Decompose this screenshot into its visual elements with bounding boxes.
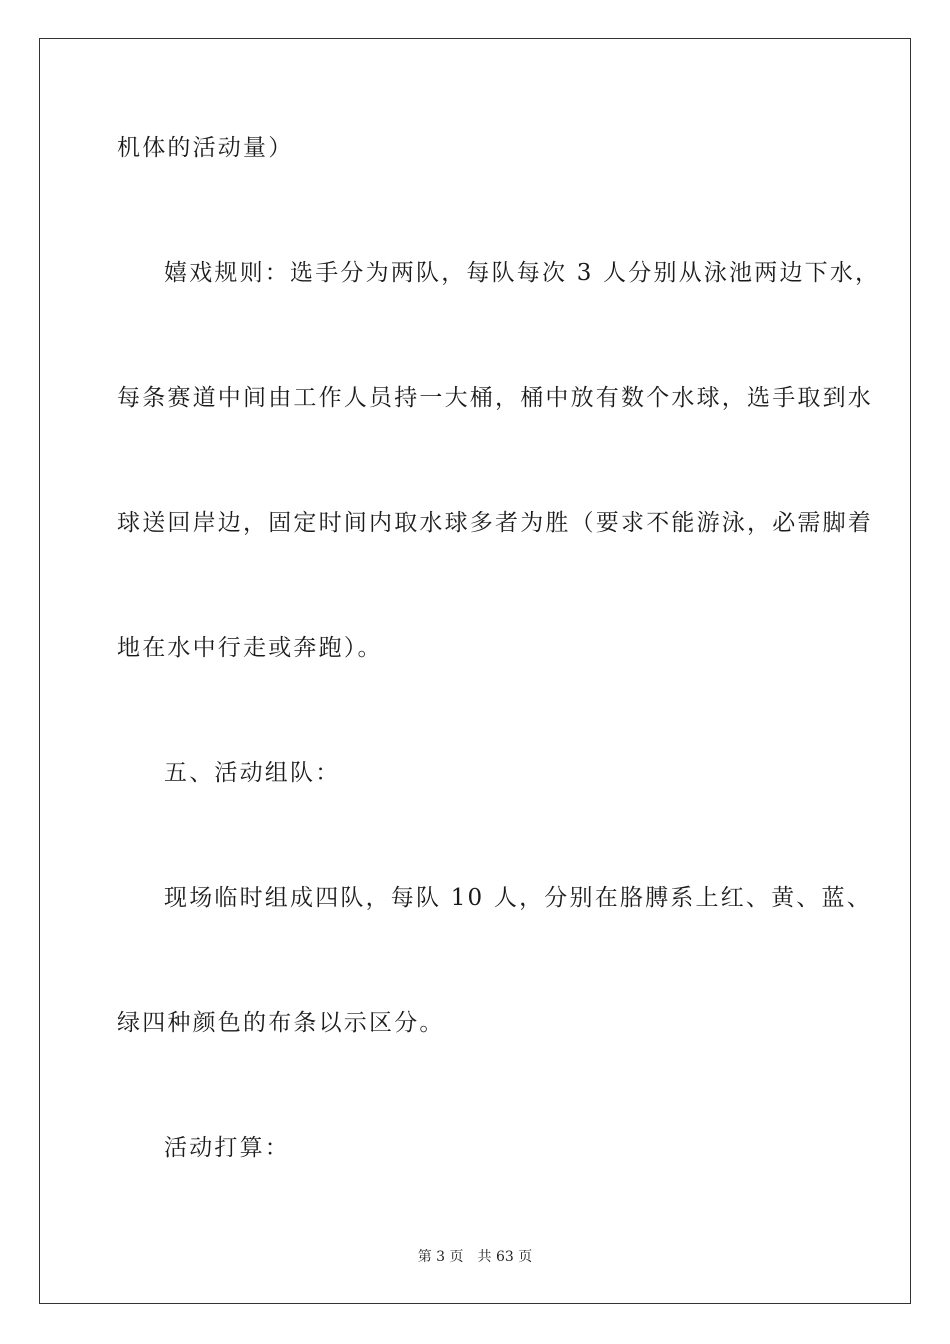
- paragraph-line: 每条赛道中间由工作人员持一大桶，桶中放有数个水球，选手取到水: [117, 385, 873, 411]
- page-footer: [0, 1248, 950, 1266]
- paragraph-line: 嬉戏规则：选手分为两队，每队每次 3 人分别从泳池两边下水，: [164, 260, 881, 286]
- paragraph-line: 地在水中行走或奔跑）。: [117, 635, 383, 661]
- page-border: [39, 38, 911, 1304]
- page-total: 共 63 页: [477, 1249, 533, 1265]
- section-heading: 活动打算：: [164, 1135, 290, 1161]
- section-heading: 五、活动组队：: [164, 760, 341, 786]
- paragraph-line: 机体的活动量）: [117, 135, 294, 161]
- page-number: 第 3 页: [417, 1249, 464, 1265]
- paragraph-line: 球送回岸边，固定时间内取水球多者为胜（要求不能游泳，必需脚着: [117, 510, 873, 536]
- paragraph-line: 现场临时组成四队，每队 10 人，分别在胳膊系上红、黄、蓝、: [164, 885, 872, 911]
- paragraph-line: 绿四种颜色的布条以示区分。: [117, 1010, 445, 1036]
